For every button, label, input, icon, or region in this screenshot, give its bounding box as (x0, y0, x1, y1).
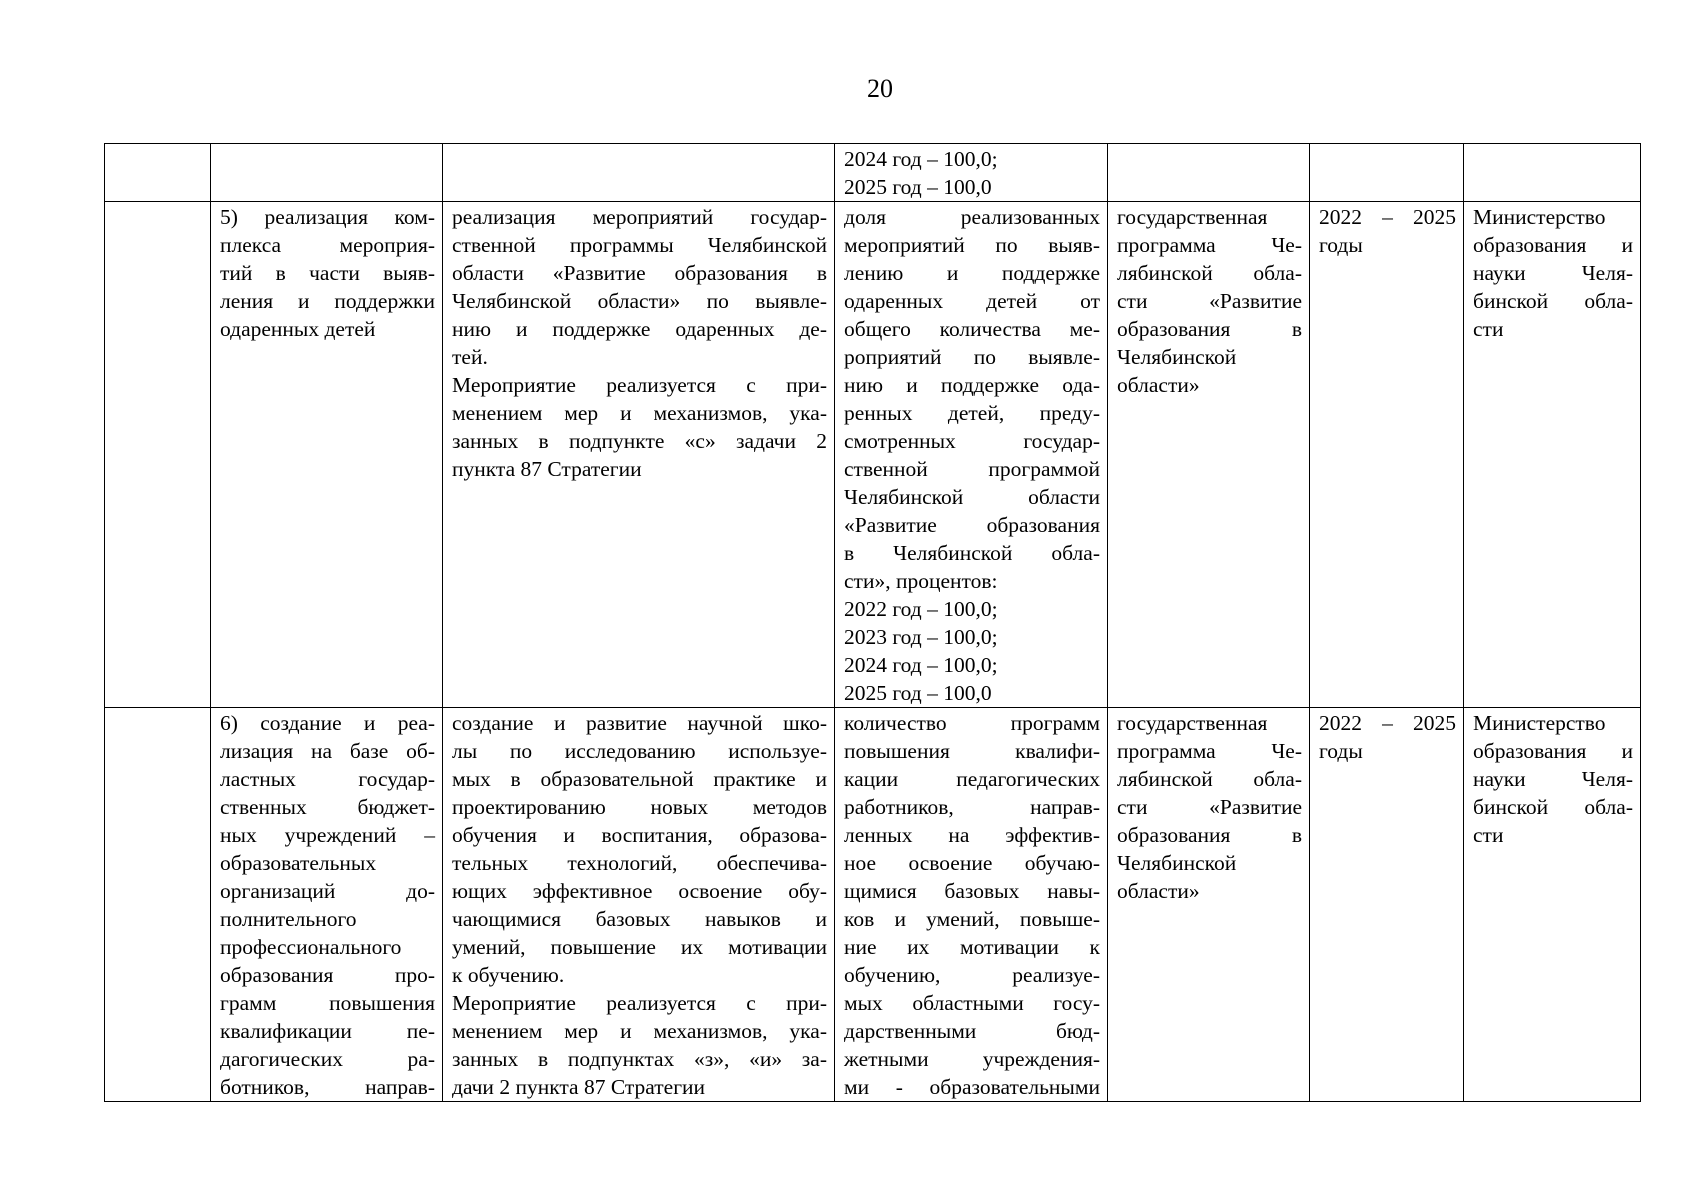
cell-line: менением мер и механизмов, ука- (452, 401, 827, 425)
cell-line: профессионального (220, 935, 402, 959)
cell-line: занных в подпункте «с» задачи 2 (452, 429, 827, 453)
table-body (105, 144, 1641, 1102)
cell-line: мых областными госу- (844, 991, 1100, 1015)
cell-line: организаций до- (220, 879, 435, 903)
cell-line: обучению, реализуе- (844, 963, 1100, 987)
cell-line: науки Челя- (1473, 767, 1633, 791)
cell-line: тий в части выяв- (220, 261, 435, 285)
cell-line: дагогических ра- (220, 1047, 435, 1071)
cell-line: в Челябинской обла- (844, 541, 1100, 565)
cell-line: одаренных детей от (844, 289, 1100, 313)
cell-line: полнительного (220, 907, 357, 931)
cell-line: области «Развитие образования в (452, 261, 827, 285)
cell-line: обучения и воспитания, образова- (452, 823, 827, 847)
cell-line: мероприятий по выяв- (844, 233, 1100, 257)
cell-line: кации педагогических (844, 767, 1100, 791)
cell-line: Челябинской (1117, 345, 1237, 369)
cell-line: сти «Развитие (1117, 289, 1302, 313)
content-cell (443, 708, 835, 1102)
cell-line: ластных государ- (220, 767, 435, 791)
cell-line: ное освоение обучаю- (844, 851, 1100, 875)
measures-table (104, 143, 1641, 1102)
cell-line: государственная (1117, 711, 1268, 735)
cell-line: программа Че- (1117, 739, 1302, 763)
program-cell (1108, 202, 1310, 708)
cell-line: умений, повышение их мотивации (452, 935, 827, 959)
cell-line: одаренных детей (220, 317, 376, 341)
number-cell (105, 708, 211, 1102)
cell-line: ственной программой (844, 457, 1100, 481)
number-cell (105, 144, 211, 202)
cell-line: щимися базовых навы- (844, 879, 1100, 903)
cell-line: нию и поддержке ода- (844, 373, 1100, 397)
cell-line: образования в (1117, 317, 1302, 341)
cell-line: доля реализованных (844, 205, 1100, 229)
cell-line: ющих эффективное освоение обу- (452, 879, 827, 903)
cell-line: 2024 год – 100,0; (844, 147, 998, 171)
cell-line: дачи 2 пункта 87 Стратегии (452, 1075, 706, 1099)
cell-line: ления и поддержки (220, 289, 435, 313)
cell-line: ственной программы Челябинской (452, 233, 827, 257)
cell-line: образовательных (220, 851, 377, 875)
cell-line: 6) создание и реа- (220, 711, 435, 735)
cell-line: 2022 год – 100,0; (844, 597, 998, 621)
number-cell (105, 202, 211, 708)
cell-line: ленных на эффектив- (844, 823, 1100, 847)
cell-line: образования и (1473, 233, 1633, 257)
cell-line: 2025 год – 100,0 (844, 681, 992, 705)
table-row (105, 144, 1641, 202)
cell-line: образования и (1473, 739, 1633, 763)
cell-line: области» (1117, 373, 1200, 397)
cell-line: Челябинской (1117, 851, 1237, 875)
cell-line: проектированию новых методов (452, 795, 827, 819)
cell-line: сти (1473, 317, 1504, 341)
period-cell (1310, 708, 1464, 1102)
program-cell (1108, 708, 1310, 1102)
cell-line: лы по исследованию используе- (452, 739, 827, 763)
responsible-cell (1464, 708, 1641, 1102)
cell-line: Министерство (1473, 205, 1606, 229)
cell-line: сти «Развитие (1117, 795, 1302, 819)
cell-line: Мероприятие реализуется с при- (452, 373, 827, 397)
cell-line: образования в (1117, 823, 1302, 847)
cell-line: 2022 – 2025 (1319, 711, 1456, 735)
cell-line: 2025 год – 100,0 (844, 175, 992, 199)
cell-line: жетными учреждения- (844, 1047, 1100, 1071)
cell-line: бинской обла- (1473, 795, 1633, 819)
cell-line: лизация на базе об- (220, 739, 435, 763)
measure-name-cell (211, 202, 443, 708)
cell-line: программа Че- (1117, 233, 1302, 257)
program-cell (1108, 144, 1310, 202)
cell-line: работников, направ- (844, 795, 1100, 819)
cell-line: к обучению. (452, 963, 565, 987)
cell-line: ние их мотивации к (844, 935, 1100, 959)
cell-line: сти (1473, 823, 1504, 847)
cell-line: 2022 – 2025 (1319, 205, 1456, 229)
cell-line: реализация мероприятий государ- (452, 205, 827, 229)
cell-line: повышения квалифи- (844, 739, 1100, 763)
cell-line: пункта 87 Стратегии (452, 457, 642, 481)
cell-line: Челябинской области (844, 485, 1100, 509)
cell-line: ми - образовательными (844, 1075, 1100, 1099)
indicator-cell (835, 708, 1108, 1102)
cell-line: грамм повышения (220, 991, 435, 1015)
cell-line: Мероприятие реализуется с при- (452, 991, 827, 1015)
cell-line: 2023 год – 100,0; (844, 625, 998, 649)
responsible-cell (1464, 144, 1641, 202)
cell-line: роприятий по выявле- (844, 345, 1100, 369)
cell-line: годы (1319, 233, 1363, 257)
cell-line: мых в образовательной практике и (452, 767, 827, 791)
content-cell (443, 144, 835, 202)
cell-line: создание и развитие научной шко- (452, 711, 827, 735)
cell-line: ков и умений, повыше- (844, 907, 1100, 931)
indicator-cell (835, 144, 1108, 202)
cell-line: лябинской обла- (1117, 767, 1302, 791)
cell-line: «Развитие образования (844, 513, 1100, 537)
cell-line: годы (1319, 739, 1363, 763)
cell-line: лябинской обла- (1117, 261, 1302, 285)
cell-line: Министерство (1473, 711, 1606, 735)
indicator-cell (835, 202, 1108, 708)
page-number: 20 (867, 74, 893, 103)
cell-line: менением мер и механизмов, ука- (452, 1019, 827, 1043)
cell-line: бинской обла- (1473, 289, 1633, 313)
cell-line: ренных детей, преду- (844, 401, 1100, 425)
cell-line: Челябинской области» по выявле- (452, 289, 827, 313)
cell-line: дарственными бюд- (844, 1019, 1100, 1043)
measure-name-cell (211, 708, 443, 1102)
cell-line: тей. (452, 345, 488, 369)
cell-line: ственных бюджет- (220, 795, 435, 819)
period-cell (1310, 144, 1464, 202)
content-cell (443, 202, 835, 708)
cell-line: науки Челя- (1473, 261, 1633, 285)
cell-line: государственная (1117, 205, 1268, 229)
cell-line: нию и поддержке одаренных де- (452, 317, 827, 341)
cell-line: тельных технологий, обеспечива- (452, 851, 827, 875)
cell-line: области» (1117, 879, 1200, 903)
cell-line: смотренных государ- (844, 429, 1100, 453)
responsible-cell (1464, 202, 1641, 708)
cell-line: общего количества ме- (844, 317, 1100, 341)
cell-line: ботников, направ- (220, 1075, 435, 1099)
table-row (105, 708, 1641, 1102)
table-row (105, 202, 1641, 708)
cell-line: 2024 год – 100,0; (844, 653, 998, 677)
cell-line: лению и поддержке (844, 261, 1100, 285)
cell-line: образования про- (220, 963, 435, 987)
measure-name-cell (211, 144, 443, 202)
cell-line: количество программ (844, 711, 1100, 735)
cell-line: чающимися базовых навыков и (452, 907, 827, 931)
cell-line: занных в подпунктах «з», «и» за- (452, 1047, 827, 1071)
period-cell (1310, 202, 1464, 708)
cell-line: плекса мероприя- (220, 233, 435, 257)
cell-line: 5) реализация ком- (220, 205, 435, 229)
cell-line: ных учреждений – (220, 823, 435, 847)
cell-line: сти», процентов: (844, 569, 998, 593)
cell-line: квалификации пе- (220, 1019, 435, 1043)
